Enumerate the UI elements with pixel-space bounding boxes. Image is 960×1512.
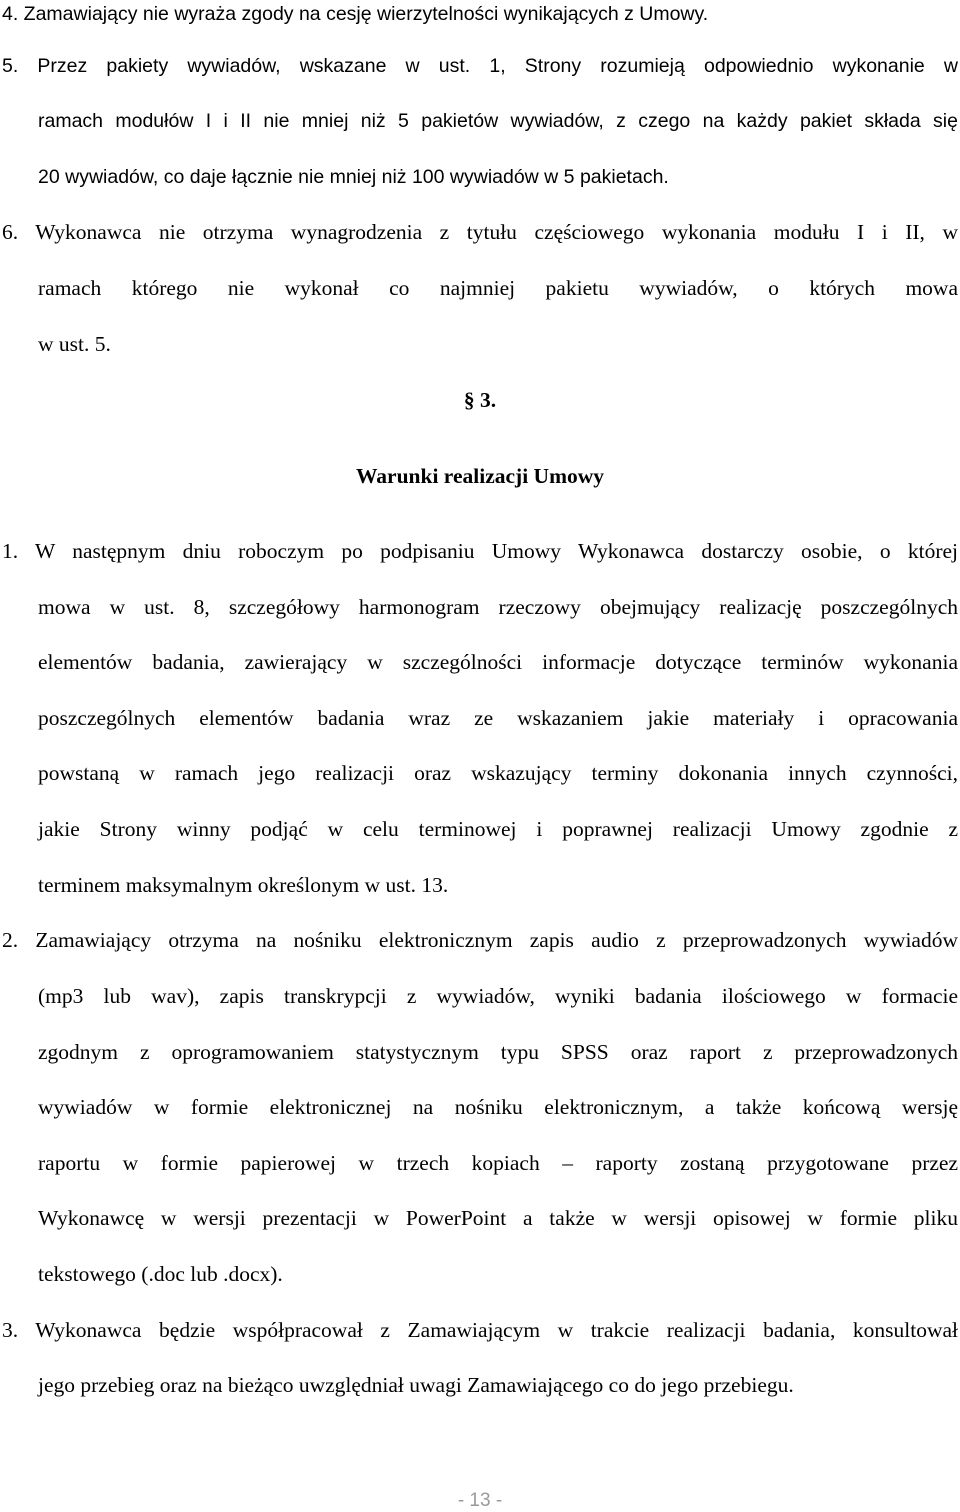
page-number: - 13 - bbox=[457, 1490, 503, 1511]
clause-2-line-6: Wykonawcę w wersji prezentacji w PowerPoint a także w wersji opisowej w formie pliku bbox=[38, 1206, 958, 1230]
item-6-line-2: ramach którego nie wykonał co najmniej pakietu wywiadów, o których mowa bbox=[38, 276, 958, 300]
item-5-line-3: 20 wywiadów, co daje łącznie nie mniej niż 100 wywiadów w 5 pakietach. bbox=[38, 166, 669, 188]
item-5-line-1: 5. Przez pakiety wywiadów, wskazane w ust. 1, Strony rozumieją odpowiednio wykonanie w bbox=[2, 55, 958, 77]
clause-1-line-3: elementów badania, zawierający w szczególności informacje dotyczące terminów wykonania bbox=[38, 650, 958, 674]
clause-2-line-4: wywiadów w formie elektronicznej na nośniku elektronicznym, a także końcową wersję bbox=[38, 1095, 958, 1119]
clause-1-line-4: poszczególnych elementów badania wraz ze wskazaniem jakie materiały i opracowania bbox=[38, 706, 958, 730]
item-6-line-3: w ust. 5. bbox=[38, 332, 111, 356]
clause-1-line-7: terminem maksymalnym określonym w ust. 13. bbox=[38, 873, 449, 897]
clause-1-line-6: jakie Strony winny podjąć w celu terminowej i poprawnej realizacji Umowy zgodnie z bbox=[38, 817, 958, 841]
clause-3-line-2: jego przebieg oraz na bieżąco uwzględniał uwagi Zamawiającego co do jego przebiegu. bbox=[38, 1373, 794, 1397]
item-5-line-2: ramach modułów I i II nie mniej niż 5 pakietów wywiadów, z czego na każdy pakiet składa się bbox=[38, 110, 958, 132]
clause-2-line-7: tekstowego (.doc lub .docx). bbox=[38, 1262, 283, 1286]
clause-1-line-5: powstaną w ramach jego realizacji oraz wskazujący terminy dokonania innych czynności, bbox=[38, 761, 958, 785]
clause-1-line-1: 1. W następnym dniu roboczym po podpisaniu Umowy Wykonawca dostarczy osobie, o której bbox=[2, 539, 958, 563]
clause-2-line-2: (mp3 lub wav), zapis transkrypcji z wywiadów, wyniki badania ilościowego w formacie bbox=[38, 984, 958, 1008]
clause-2-line-5: raportu w formie papierowej w trzech kopiach – raporty zostaną przygotowane przez bbox=[38, 1151, 958, 1175]
clause-2-line-3: zgodnym z oprogramowaniem statystycznym typu SPSS oraz raport z przeprowadzonych bbox=[38, 1040, 958, 1064]
section-title: Warunki realizacji Umowy bbox=[355, 464, 605, 488]
section-number: § 3. bbox=[463, 388, 497, 412]
item-4-line-1: 4. Zamawiający nie wyraża zgody na cesję wierzytelności wynikających z Umowy. bbox=[2, 3, 709, 25]
item-6-line-1: 6. Wykonawca nie otrzyma wynagrodzenia z tytułu częściowego wykonania modułu I i II, w bbox=[2, 220, 958, 244]
clause-1-line-2: mowa w ust. 8, szczegółowy harmonogram rzeczowy obejmujący realizację poszczególnych bbox=[38, 595, 958, 619]
clause-3-line-1: 3. Wykonawca będzie współpracował z Zamawiającym w trakcie realizacji badania, konsultował bbox=[2, 1318, 958, 1342]
clause-2-line-1: 2. Zamawiający otrzyma na nośniku elektronicznym zapis audio z przeprowadzonych wywiadów bbox=[2, 928, 958, 952]
